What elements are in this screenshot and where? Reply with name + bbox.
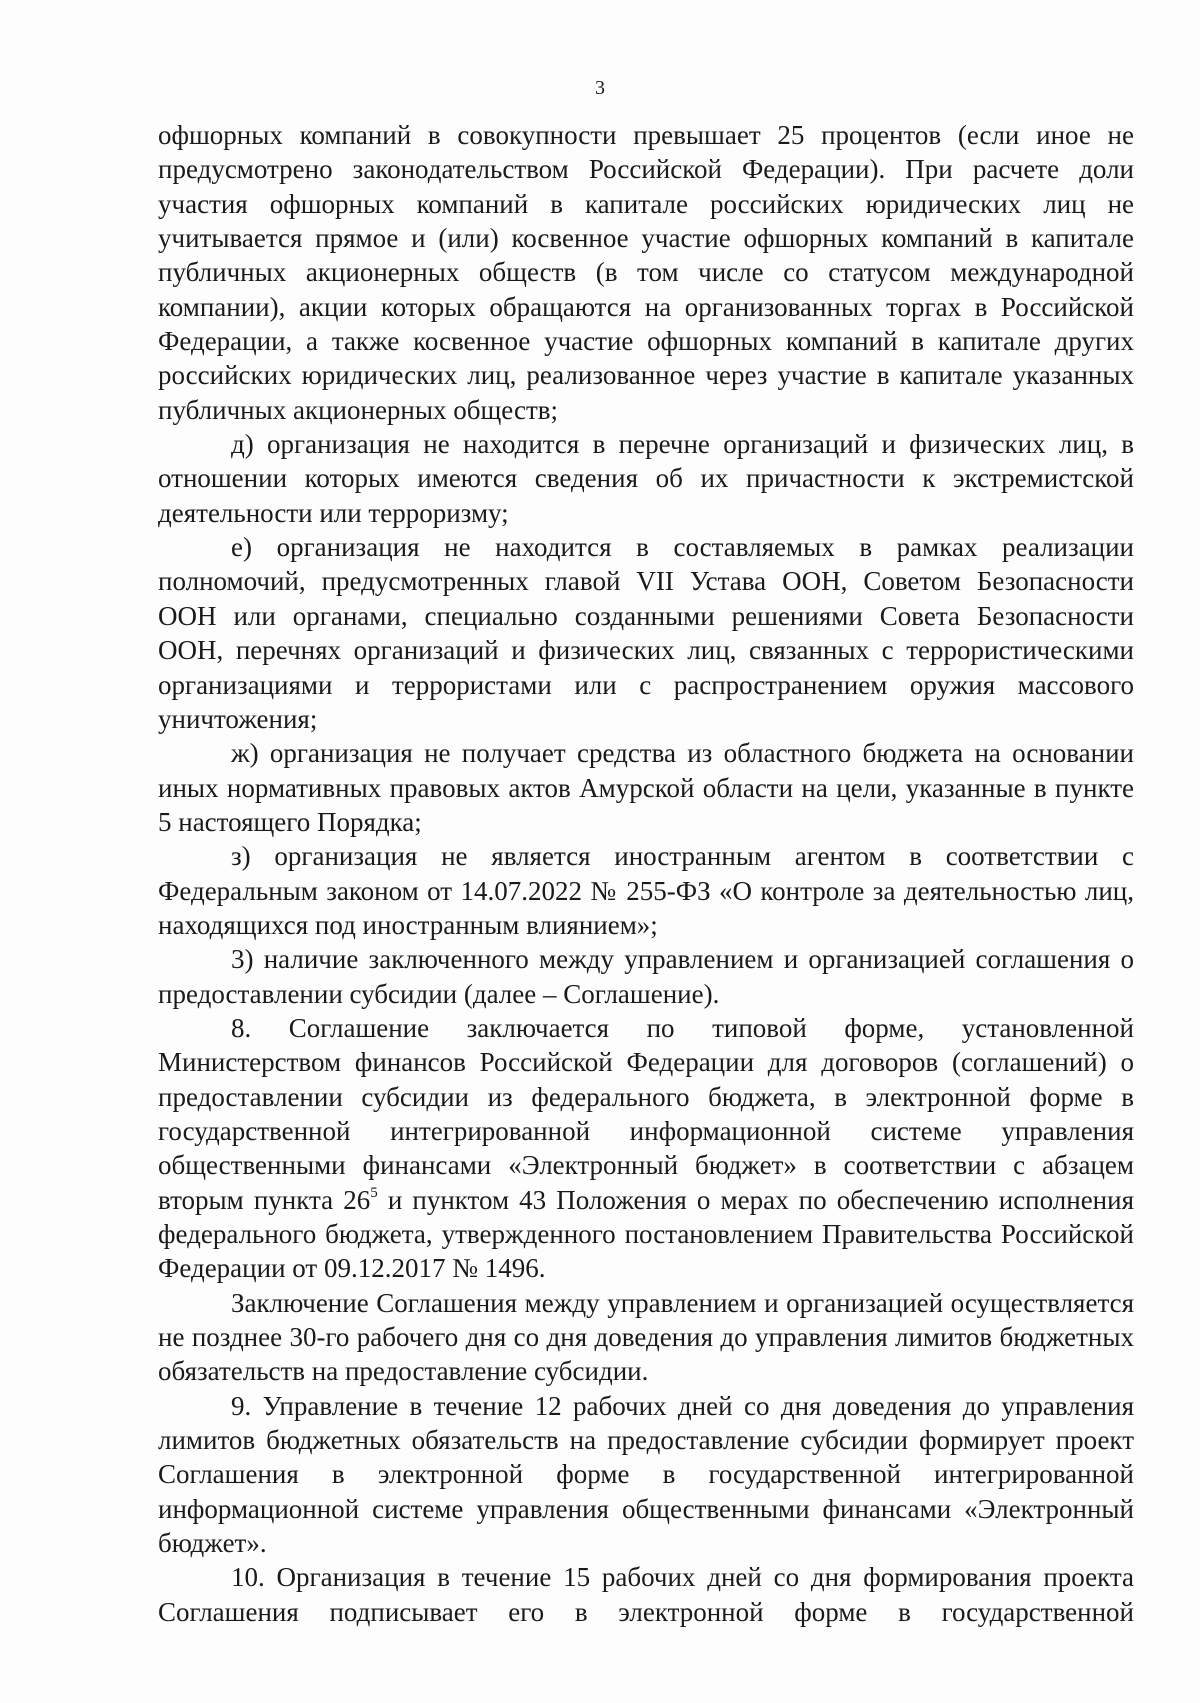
paragraph-clause-8 <box>158 1011 1134 1286</box>
paragraph-clause-10: 10. Организация в течение 15 рабочих дней со дня формирования проекта Соглашения подписывает его в электронной форме в государственной <box>158 1562 1134 1627</box>
paragraph-offshore-participation: офшорных компаний в совокупности превышает 25 процентов (если иное не предусмотрено законодательством Российской Федерации). При расчете доли участия офшорных компаний в капитале российских юридических лиц не учитывается прямое и (или) косвенное участие офшорных компаний в капитале публичных акционерных обществ (в том числе со статусом международной компании), акции которых обращаются на организованных торгах в Российской Федерации, а также косвенное участие офшорных компаний в капитале других российских юридических лиц, реализованное через участие в капитале указанных публичных акционерных обществ; <box>158 120 1134 425</box>
document-body <box>158 118 1134 1629</box>
paragraph-item-d: д) организация не находится в перечне организаций и физических лиц, в отношении которых имеются сведения об их причастности к экстремистской деятельности или терроризму; <box>158 429 1134 528</box>
clause-8-text-part-1: 8. Соглашение заключается по типовой форме, установленной Министерством финансов Российской Федерации для договоров (соглашений) о предоставлении субсидии из федерального бюджета, в электронной форме в государственной интегрированной информационной системе управления общественными финансами «Электронный бюджет» в соответствии с абзацем вторым пункта 26 <box>158 1012 1134 1215</box>
paragraph-item-zh: ж) организация не получает средства из областного бюджета на основании иных нормативных правовых актов Амурской области на цели, указанные в пункте 5 настоящего Порядка; <box>158 738 1134 837</box>
clause-8-text-part-2: и пунктом 43 Положения о мерах по обеспечению исполнения федерального бюджета, утвержденного постановлением Правительства Российской Федерации от 09.12.2017 № 1496. <box>158 1184 1134 1284</box>
paragraph-agreement-conclusion: Заключение Соглашения между управлением и организацией осуществляется не позднее 30-го рабочего дня со дня доведения до управления лимитов бюджетных обязательств на предоставление субсидии. <box>158 1287 1134 1387</box>
clause-8-superscript: 5 <box>370 1184 378 1201</box>
page-number: 3 <box>595 77 605 99</box>
paragraph-item-3: 3) наличие заключенного между управлением и организацией соглашения о предоставлении субсидии (далее – Соглашение). <box>158 944 1134 1009</box>
paragraph-item-z: з) организация не является иностранным агентом в соответствии с Федеральным законом от 14.07.2022 № 255-ФЗ «О контроле за деятельностью лиц, находящихся под иностранным влиянием»; <box>158 841 1134 940</box>
paragraph-clause-9: 9. Управление в течение 12 рабочих дней со дня доведения до управления лимитов бюджетных обязательств на предоставление субсидии формирует проект Соглашения в электронной форме в государственной интегрированной информационной системе управления общественными финансами «Электронный бюджет». <box>158 1390 1134 1559</box>
paragraph-item-e: е) организация не находится в составляемых в рамках реализации полномочий, предусмотренных главой VII Устава ООН, Советом Безопасности ООН или органами, специально созданными решениями Совета Безопасности ООН, перечнях организаций и физических лиц, связанных с террористическими организациями и террористами или с распространением оружия массового уничтожения; <box>158 532 1134 734</box>
